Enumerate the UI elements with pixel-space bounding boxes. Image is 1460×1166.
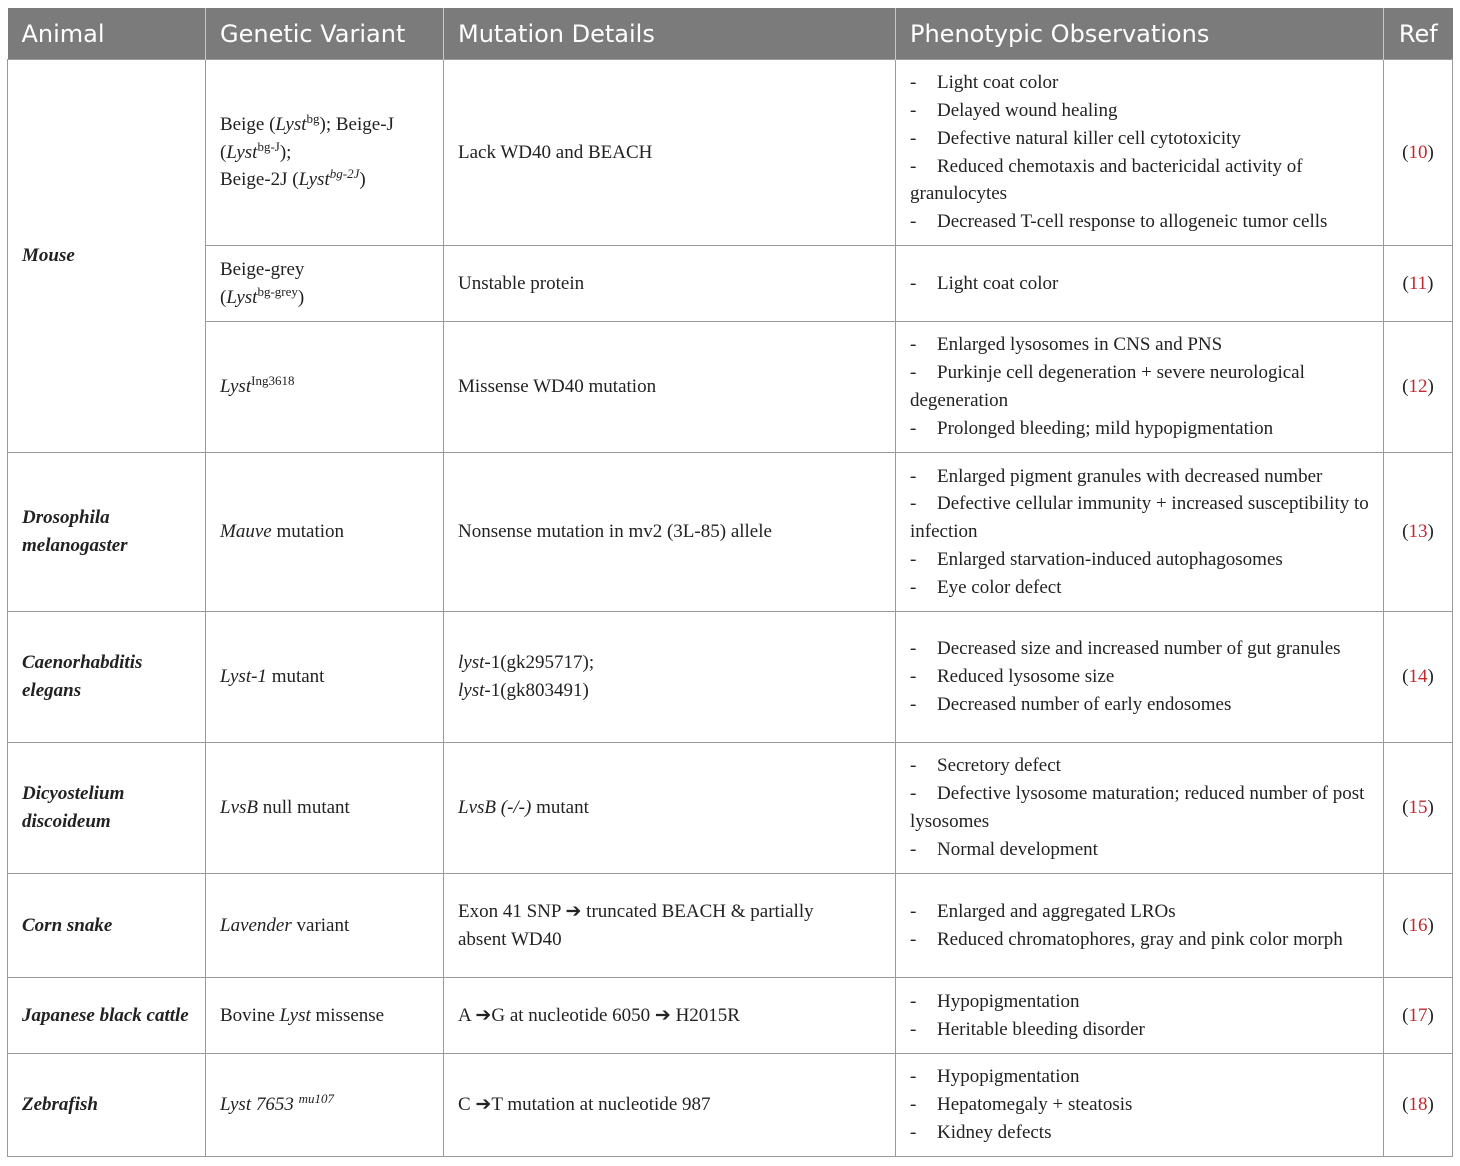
- ref-link[interactable]: 14: [1408, 666, 1428, 688]
- observation-item: [910, 1063, 1369, 1091]
- text-segment: Bovine: [220, 1004, 280, 1026]
- observation-item: [910, 691, 1369, 719]
- text-segment: Mauve: [220, 521, 272, 543]
- dash-bullet: -: [910, 638, 917, 660]
- dash-bullet: -: [910, 900, 917, 922]
- text-segment: ): [297, 286, 305, 308]
- text-segment: (: [220, 286, 227, 308]
- dash-bullet: -: [910, 990, 917, 1012]
- variant-cell: [206, 874, 444, 978]
- observation-item: [910, 490, 1369, 546]
- text-segment: mutation: [271, 521, 345, 543]
- text-segment: Lyst: [279, 1004, 311, 1026]
- dash-bullet: -: [910, 417, 917, 439]
- observation-item: [910, 1119, 1369, 1147]
- text-segment: Lyst: [275, 113, 307, 135]
- observation-text: Decreased size and increased number of gut granules: [937, 638, 1341, 660]
- ref-link[interactable]: 12: [1408, 376, 1428, 398]
- details-cell: [444, 874, 896, 978]
- text-segment: C ➔T mutation at nucleotide 987: [458, 1094, 711, 1116]
- dash-bullet: -: [910, 1066, 917, 1088]
- header-genetic-variant: Genetic Variant: [206, 8, 444, 60]
- text-segment: Exon 41 SNP ➔ truncated BEACH & partially: [458, 900, 814, 922]
- text-segment: lyst: [458, 680, 485, 701]
- header-row: [8, 8, 1453, 60]
- header-animal: Animal: [8, 8, 206, 60]
- text-segment: Lyst: [226, 141, 258, 163]
- observation-item: [910, 69, 1369, 97]
- dash-bullet: -: [910, 1018, 917, 1040]
- observation-item: [910, 780, 1369, 836]
- text-segment: Lyst: [220, 376, 252, 398]
- superscript-text: bg: [306, 110, 320, 126]
- observations-list: [910, 270, 1369, 298]
- observations-list: [910, 988, 1369, 1044]
- dash-bullet: -: [910, 211, 917, 233]
- observation-text: Reduced chromatophores, gray and pink color morph: [937, 928, 1343, 950]
- animal-cell: Caenorhabditis elegans: [8, 612, 206, 743]
- observations-list: [910, 1063, 1369, 1146]
- observation-item: [910, 926, 1369, 954]
- variant-cell: [206, 246, 444, 322]
- observations-list: [910, 752, 1369, 863]
- variant-cell: [206, 612, 444, 743]
- text-segment: -1(gk295717);: [484, 652, 595, 674]
- observation-text: Eye color defect: [937, 576, 1062, 598]
- observation-text: Defective cellular immunity + increased susceptibility to infection: [910, 493, 1369, 543]
- text-segment: Beige-2J (: [220, 169, 299, 191]
- dash-bullet: -: [910, 127, 917, 149]
- dash-bullet: -: [910, 838, 917, 860]
- header-mutation-details: Mutation Details: [444, 8, 896, 60]
- observation-text: Delayed wound healing: [937, 99, 1118, 121]
- dash-bullet: -: [910, 465, 917, 487]
- observation-text: Enlarged pigment granules with decreased number: [937, 465, 1323, 487]
- table-row: [8, 246, 1453, 322]
- superscript-text: bg-grey: [257, 283, 298, 299]
- observation-text: Decreased number of early endosomes: [937, 693, 1232, 715]
- observation-item: [910, 270, 1369, 298]
- observation-item: [910, 125, 1369, 153]
- variant-cell: [206, 453, 444, 612]
- observation-text: Hypopigmentation: [937, 990, 1080, 1012]
- header-phenotypic-observations: Phenotypic Observations: [896, 8, 1384, 60]
- ref-link[interactable]: 17: [1408, 1004, 1428, 1026]
- dash-bullet: -: [910, 693, 917, 715]
- text-segment: Lyst: [226, 286, 258, 308]
- observation-text: Kidney defects: [937, 1121, 1052, 1143]
- dash-bullet: -: [910, 783, 917, 805]
- ref-cell: (15): [1384, 743, 1453, 874]
- observation-text: Light coat color: [937, 72, 1059, 94]
- dash-bullet: -: [910, 576, 917, 598]
- lyst-animal-models-table: [7, 8, 1453, 1157]
- observations-list: [910, 69, 1369, 236]
- variant-cell: [206, 322, 444, 453]
- superscript-text: mu107: [298, 1091, 334, 1107]
- dash-bullet: -: [910, 666, 917, 688]
- ref-link[interactable]: 13: [1408, 521, 1428, 543]
- observation-text: Defective natural killer cell cytotoxicity: [937, 127, 1241, 149]
- text-segment: Missense WD40 mutation: [458, 376, 657, 398]
- observations-list: [910, 331, 1369, 442]
- dash-bullet: -: [910, 155, 917, 177]
- details-cell: [444, 1054, 896, 1157]
- observation-text: Purkinje cell degeneration + severe neurological degeneration: [910, 362, 1305, 411]
- observation-text: Hepatomegaly + steatosis: [937, 1094, 1133, 1116]
- observation-item: [910, 331, 1369, 359]
- text-segment: );: [279, 141, 292, 163]
- details-cell: [444, 612, 896, 743]
- animal-cell: Dicyostelium discoideum: [8, 743, 206, 874]
- text-segment: ): [359, 169, 366, 191]
- text-segment: variant: [291, 914, 350, 936]
- observation-item: [910, 97, 1369, 125]
- superscript-text: bg-2J: [329, 166, 360, 182]
- observation-text: Decreased T-cell response to allogeneic tumor cells: [937, 211, 1328, 233]
- observation-item: [910, 208, 1369, 236]
- observation-item: [910, 1091, 1369, 1119]
- ref-cell: (13): [1384, 453, 1453, 612]
- superscript-text: Ing3618: [251, 373, 295, 389]
- observation-text: Secretory defect: [937, 755, 1061, 777]
- variant-cell: [206, 978, 444, 1054]
- observation-item: [910, 574, 1369, 602]
- observations-cell: [896, 453, 1384, 612]
- observation-text: Light coat color: [937, 272, 1059, 294]
- observations-list: [910, 898, 1369, 954]
- text-segment: Lavender: [220, 914, 292, 936]
- table-row: [8, 60, 1453, 246]
- dash-bullet: -: [910, 99, 917, 121]
- text-segment: missense: [310, 1004, 385, 1026]
- ref-cell: (17): [1384, 978, 1453, 1054]
- details-cell: [444, 322, 896, 453]
- observation-item: [910, 988, 1369, 1016]
- text-segment: lyst: [458, 652, 485, 674]
- text-segment: LvsB: [220, 797, 258, 819]
- text-segment: Lack WD40 and BEACH: [458, 141, 653, 163]
- observation-item: [910, 663, 1369, 691]
- ref-link[interactable]: 10: [1408, 141, 1428, 163]
- observation-item: [910, 752, 1369, 780]
- ref-cell: (10): [1384, 60, 1453, 246]
- animal-cell: Corn snake: [8, 874, 206, 978]
- details-cell: [444, 246, 896, 322]
- observation-text: Prolonged bleeding; mild hypopigmentation: [937, 417, 1274, 439]
- details-cell: [444, 743, 896, 874]
- observations-cell: [896, 60, 1384, 246]
- details-cell: [444, 978, 896, 1054]
- text-segment: Lyst-1: [220, 666, 267, 688]
- observations-list: [910, 463, 1369, 602]
- table-row: [8, 612, 1453, 743]
- observation-item: [910, 546, 1369, 574]
- ref-cell: (14): [1384, 612, 1453, 743]
- text-segment: Beige-grey: [220, 258, 305, 280]
- details-cell: [444, 60, 896, 246]
- dash-bullet: -: [910, 334, 917, 356]
- header-ref: Ref: [1384, 8, 1453, 60]
- observation-text: Reduced lysosome size: [937, 666, 1115, 688]
- text-segment: Lyst 7653: [220, 1094, 299, 1116]
- dash-bullet: -: [910, 755, 917, 777]
- ref-cell: (18): [1384, 1054, 1453, 1157]
- observations-cell: [896, 978, 1384, 1054]
- table-row: [8, 978, 1453, 1054]
- text-segment: Lyst: [298, 169, 330, 191]
- observation-item: [910, 359, 1369, 415]
- observations-cell: [896, 1054, 1384, 1157]
- dash-bullet: -: [910, 1094, 917, 1116]
- ref-link[interactable]: 15: [1408, 797, 1428, 819]
- observation-text: Enlarged and aggregated LROs: [937, 900, 1176, 922]
- observation-text: Normal development: [937, 838, 1098, 860]
- ref-cell: (11): [1384, 246, 1453, 322]
- animal-cell: Drosophila melanogaster: [8, 453, 206, 612]
- dash-bullet: -: [910, 1121, 917, 1143]
- ref-link[interactable]: 18: [1408, 1094, 1428, 1116]
- text-segment: mutant: [531, 797, 589, 819]
- table-row: [8, 743, 1453, 874]
- observation-text: Hypopigmentation: [937, 1066, 1080, 1088]
- details-cell: [444, 453, 896, 612]
- text-segment: (: [220, 141, 227, 163]
- observation-item: [910, 1016, 1369, 1044]
- dash-bullet: -: [910, 928, 917, 950]
- variant-cell: [206, 1054, 444, 1157]
- text-segment: LvsB (-/-): [458, 797, 532, 819]
- observation-text: Enlarged starvation-induced autophagosomes: [937, 548, 1283, 570]
- animal-cell-mouse: Mouse: [8, 60, 206, 453]
- ref-link[interactable]: 11: [1408, 272, 1428, 294]
- observation-item: [910, 898, 1369, 926]
- table-row: [8, 322, 1453, 453]
- variant-cell: [206, 60, 444, 246]
- superscript-text: bg-J: [257, 138, 280, 154]
- dash-bullet: -: [910, 362, 917, 384]
- dash-bullet: -: [910, 72, 917, 94]
- observations-list: [910, 635, 1369, 718]
- observation-text: Reduced chemotaxis and bactericidal activity of granulocytes: [910, 155, 1303, 205]
- ref-cell: (16): [1384, 874, 1453, 978]
- observation-item: [910, 635, 1369, 663]
- ref-link[interactable]: 16: [1408, 914, 1428, 936]
- observation-text: Heritable bleeding disorder: [937, 1018, 1145, 1040]
- text-segment: Beige (: [220, 113, 276, 135]
- observation-item: [910, 153, 1369, 209]
- observation-text: Enlarged lysosomes in CNS and PNS: [937, 334, 1223, 356]
- animal-cell: Zebrafish: [8, 1054, 206, 1157]
- table-row: [8, 874, 1453, 978]
- text-segment: Unstable protein: [458, 272, 585, 294]
- text-segment: mutant: [266, 666, 325, 688]
- table-row: [8, 453, 1453, 612]
- observations-cell: [896, 612, 1384, 743]
- observations-cell: [896, 874, 1384, 978]
- text-segment: -1(gk803491): [484, 680, 589, 701]
- dash-bullet: -: [910, 493, 917, 515]
- text-segment: null mutant: [258, 797, 350, 819]
- observations-cell: [896, 322, 1384, 453]
- observations-cell: [896, 246, 1384, 322]
- observation-item: [910, 463, 1369, 491]
- observation-item: [910, 836, 1369, 864]
- dash-bullet: -: [910, 548, 917, 570]
- text-segment: A ➔G at nucleotide 6050 ➔ H2015R: [458, 1004, 740, 1026]
- dash-bullet: -: [910, 272, 917, 294]
- text-segment: absent WD40: [458, 928, 562, 950]
- text-segment: ); Beige-J: [319, 113, 394, 135]
- variant-cell: [206, 743, 444, 874]
- ref-cell: (12): [1384, 322, 1453, 453]
- table-row: [8, 1054, 1453, 1157]
- animal-cell: Japanese black cattle: [8, 978, 206, 1054]
- text-segment: Nonsense mutation in mv2 (3L-85) allele: [458, 521, 772, 543]
- observations-cell: [896, 743, 1384, 874]
- observation-item: [910, 415, 1369, 443]
- observation-text: Defective lysosome maturation; reduced number of post lysosomes: [910, 783, 1365, 832]
